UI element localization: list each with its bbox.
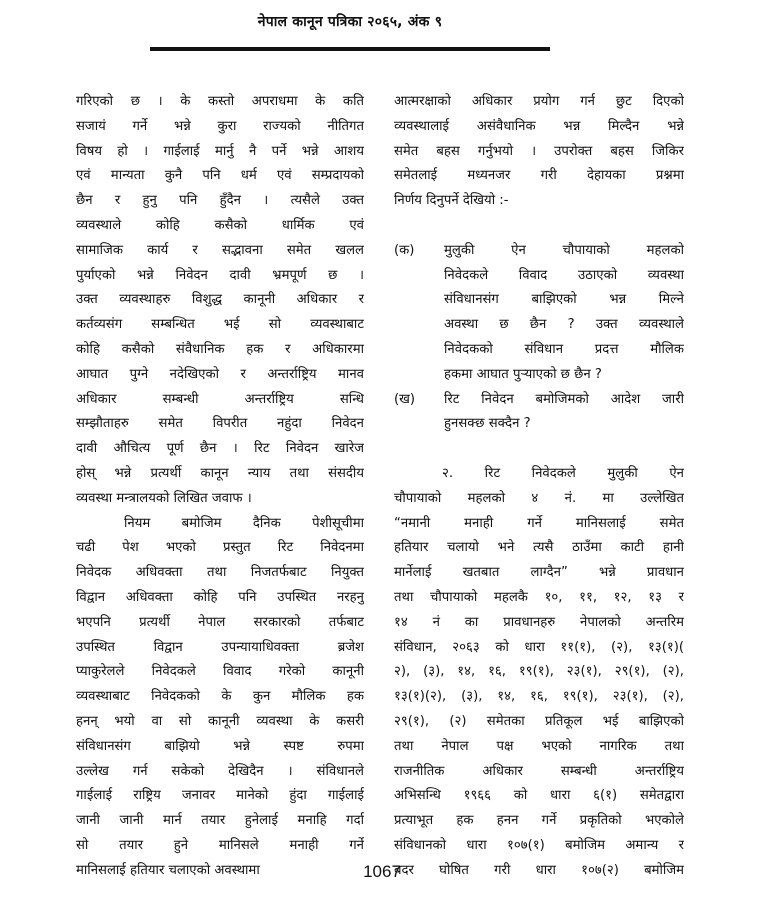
text-line: चौपायाको महलको ४ नं. मा उल्लेखित (394, 490, 684, 506)
text-line: विषय हो । गाईलाई मार्नु नै पर्ने भन्ने आशय (76, 143, 364, 159)
text-line: व्यवस्थालाई असंवैधानिक भन्न मिल्दैन भन्ने (394, 118, 684, 134)
text-line: हुनसक्छ सक्दैन ? (444, 416, 531, 432)
text-line: गाईलाई राष्ट्रिय जनावर मानेको हुंदा गाईलाई (76, 788, 364, 804)
text-line: २), (३), १४, १६, १९(१), २३(१), २९(१), (२), (394, 664, 684, 680)
text-line: अधिकार सम्बन्धी अन्तर्राष्ट्रिय सन्धि (76, 391, 364, 407)
paragraph-gap (394, 214, 684, 239)
text-line: गरिएको छ । के कस्तो अपराधमा के कति (76, 94, 364, 109)
question-item (394, 388, 684, 438)
text-line: तथा चौपायाको महलकै १०, ११, १२, १३ र (394, 589, 684, 605)
text-line: हनन् भयो वा सो कानूनी व्यवस्था के कसरी (76, 713, 364, 729)
text-line: आत्मरक्षाको अधिकार प्रयोग गर्न छुट दिएको (394, 94, 684, 109)
text-line: मुलुकी ऐन चौपायाको महलको (444, 242, 684, 258)
left-column (76, 90, 364, 884)
running-header: नेपाल कानून पत्रिका २०६५, अंक ९ (257, 14, 443, 30)
text-line: संविधानसंग बाझिएको भन्न मिल्ने (444, 292, 684, 308)
text-line: पुर्याएको भन्ने निवेदन दावी भ्रमपूर्ण छ । (76, 267, 364, 283)
text-line: निर्णय दिनुपर्ने देखियो :- (394, 193, 509, 209)
text-line: संविधानसंग बाझियो भन्ने स्पष्ट रुपमा (76, 738, 364, 754)
text-line: अभिसन्धि १९६६ को धारा ६(१) समेतद्वारा (394, 788, 684, 804)
text-line: उपस्थित विद्वान उपन्यायाधिवक्ता ब्रजेश (76, 639, 364, 655)
text-line: रिट निवेदन बमोजिमको आदेश जारी (444, 391, 684, 407)
text-line: उल्लेख गर्न सकेको देखिदैन । संविधानले (76, 763, 364, 779)
text-line: कर्तव्यसंग सम्बन्धित भई सो व्यवस्थाबाट (76, 317, 364, 333)
text-line: समेत बहस गर्नुभयो । उपरोक्त बहस जिकिर (394, 143, 684, 159)
header-rule (150, 47, 550, 51)
text-line: व्यवस्था मन्त्रालयको लिखित जवाफ । (76, 490, 252, 506)
text-line: प्रत्याभूत हक हनन गर्ने प्रकृतिको भएकोले (394, 813, 684, 829)
paragraph-2 (394, 462, 684, 884)
text-line: सजायं गर्ने भन्ने कुरा राज्यको नीतिगत (76, 118, 364, 134)
text-line: १४ नं का प्रावधानहरु नेपालको अन्तरिम (394, 614, 684, 630)
text-line: हतियार चलायो भने त्यसै ठाउँमा काटी हानी (394, 540, 684, 556)
text-line: राजनीतिक अधिकार सम्बन्धी अन्तर्राष्ट्रिय (394, 763, 684, 779)
text-line: सम्झौताहरु समेत विपरीत नहुंदा निवेदन (76, 416, 364, 432)
text-line: अवस्था छ छैन ? उक्त व्यवस्थाले (444, 317, 684, 333)
intro-paragraph (394, 90, 684, 214)
item-body (444, 239, 684, 388)
text-line: २. रिट निवेदकले मुलुकी ऐन (442, 465, 684, 481)
item-body (444, 388, 684, 438)
text-line: व्यवस्थाबाट निवेदकको के कुन मौलिक हक (76, 689, 364, 705)
text-line: भएपनि प्रत्यर्थी नेपाल सरकारको तर्फबाट (76, 614, 364, 630)
paragraph-gap (394, 437, 684, 462)
text-line: मानिसलाई हतियार चलाएको अवस्थामा (76, 862, 260, 878)
question-list (394, 239, 684, 437)
text-line: समेतलाई मध्यनजर गरी देहायका प्रश्नमा (394, 168, 684, 184)
text-line: निवेदकले विवाद उठाएको व्यवस्था (444, 267, 684, 283)
text-line: व्यवस्थाले कोहि कसैको धार्मिक एवं (76, 217, 364, 233)
text-line: विद्वान अधिवक्ता कोहि पनि उपस्थित नरहनु (76, 589, 364, 605)
question-item (394, 239, 684, 388)
text-line: होस् भन्ने प्रत्यर्थी कानून न्याय तथा संसदीय (76, 465, 364, 481)
text-line: एवं मान्यता कुनै पनि धर्म एवं सम्प्रदायको (76, 168, 364, 184)
text-line: तथा नेपाल पक्ष भएको नागरिक तथा (394, 738, 684, 754)
text-line: कोहि कसैको संवैधानिक हक र अधिकारमा (76, 341, 364, 357)
text-line: हकमा आघात पुऱ्याएको छ छैन ? (444, 366, 602, 382)
text-line: प्याकुरेलले निवेदकले विवाद गरेको कानूनी (76, 664, 364, 680)
text-line: संविधानको धारा १०७(१) बमोजिम अमान्य र (394, 837, 684, 853)
text-line: आघात पुग्ने नदेखिएको र अन्तर्राष्ट्रिय मानव (76, 366, 364, 382)
text-line: बदर घोषित गरी धारा १०७(२) बमोजिम (394, 862, 684, 878)
item-label: (ख) (394, 391, 416, 407)
text-line: “नमानी मनाही गर्ने मानिसलाई समेत (394, 515, 684, 531)
text-line: निवेदक अधिवक्ता तथा निजतर्फबाट नियुक्त (76, 565, 364, 581)
text-line: दावी औचित्य पूर्ण छैन । रिट निवेदन खारेज (76, 441, 364, 457)
text-line: नियम बमोजिम दैनिक पेशीसूचीमा (124, 515, 364, 531)
text-line: मार्नेलाई खतबात लाग्दैन” भन्ने प्रावधान (394, 565, 684, 581)
item-label: (क) (394, 242, 415, 258)
text-line: सो तयार हुने मानिसले मनाही गर्ने (76, 837, 364, 853)
text-line: संविधान, २०६३ को धारा ११(१), (२), १३(१)( (394, 639, 684, 655)
text-line: १३(१)(२), (३), १४, १६, १९(१), २३(१), (२), (394, 689, 684, 705)
text-line: निवेदकको संविधान प्रदत्त मौलिक (444, 341, 684, 357)
text-line: जानी जानी मार्न तयार हुनेलाई मनाहि गर्दा (76, 813, 364, 829)
text-line: छैन र हुनु पनि हुँदैन । त्यसैले उक्त (76, 193, 364, 209)
text-line: सामाजिक कार्य र सद्भावना समेत खलल (76, 242, 364, 258)
page-number: 1067 (363, 862, 401, 881)
text-line: २९(१), (२) समेतका प्रतिकूल भई बाझिएको (394, 713, 684, 729)
right-column (394, 90, 684, 884)
text-line: उक्त व्यवस्थाहरु विशुद्ध कानूनी अधिकार र (76, 292, 364, 308)
text-line: चढी पेश भएको प्रस्तुत रिट निवेदनमा (76, 540, 364, 556)
